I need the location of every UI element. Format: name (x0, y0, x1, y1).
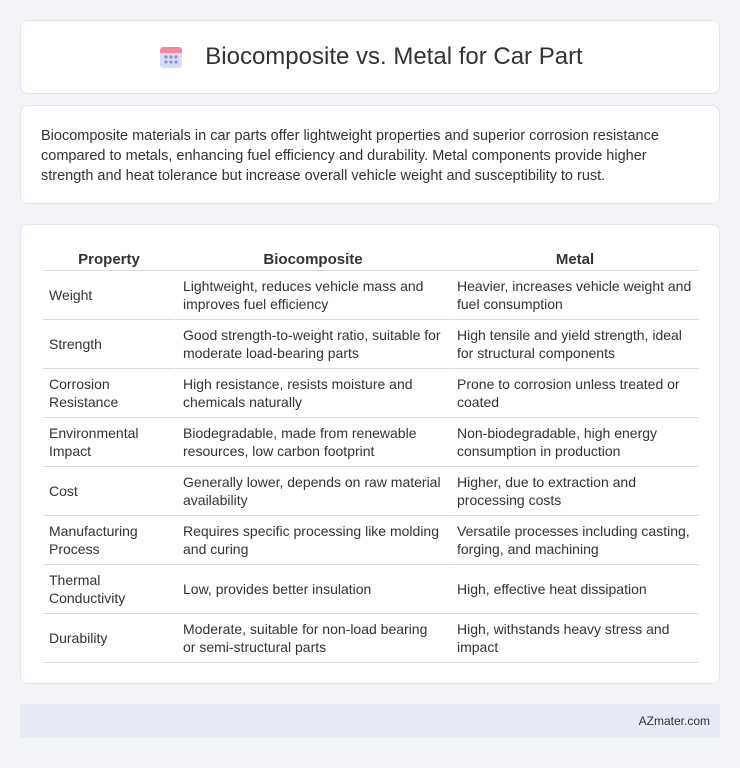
biocomposite-cell: Low, provides better insulation (175, 565, 449, 614)
comparison-table-card (20, 224, 720, 684)
table-row (43, 418, 699, 467)
header-property: Property (43, 245, 175, 271)
metal-cell: High, effective heat dissipation (449, 565, 699, 614)
property-cell: Strength (43, 320, 175, 369)
biocomposite-cell: Good strength-to-weight ratio, suitable for moderate load-bearing parts (175, 320, 449, 369)
metal-cell: Prone to corrosion unless treated or coated (449, 369, 699, 418)
metal-cell: Heavier, increases vehicle weight and fuel consumption (449, 271, 699, 320)
summary-text: Biocomposite materials in car parts offer lightweight properties and superior corrosion resistance compared to metals, enhancing fuel efficiency and durability. Metal components provide higher strength and heat tolerance but increase overall vehicle weight and susceptibility to rust. (41, 128, 659, 184)
property-cell: Thermal Conductivity (43, 565, 175, 614)
metal-cell: High, withstands heavy stress and impact (449, 614, 699, 663)
metal-cell: Non-biodegradable, high energy consumption in production (449, 418, 699, 467)
biocomposite-cell: Generally lower, depends on raw material availability (175, 467, 449, 516)
footer-bar (20, 704, 720, 738)
table-row (43, 614, 699, 663)
property-cell: Cost (43, 467, 175, 516)
table-row (43, 320, 699, 369)
property-cell: Corrosion Resistance (43, 369, 175, 418)
page-title: Biocomposite vs. Metal for Car Part (205, 43, 583, 70)
header-biocomposite: Biocomposite (175, 245, 449, 271)
biocomposite-cell: Requires specific processing like molding and curing (175, 516, 449, 565)
header-metal: Metal (449, 245, 699, 271)
summary-card (20, 105, 720, 204)
table-row (43, 467, 699, 516)
biocomposite-cell: Moderate, suitable for non-load bearing or semi-structural parts (175, 614, 449, 663)
property-cell: Durability (43, 614, 175, 663)
metal-cell: Higher, due to extraction and processing costs (449, 467, 699, 516)
table-row (43, 565, 699, 614)
table-row (43, 369, 699, 418)
table-row (43, 271, 699, 320)
property-cell: Weight (43, 271, 175, 320)
metal-cell: Versatile processes including casting, forging, and machining (449, 516, 699, 565)
footer-brand: AZmater.com (638, 714, 710, 728)
title-card (20, 20, 720, 94)
comparison-table (43, 245, 699, 663)
metal-cell: High tensile and yield strength, ideal for structural components (449, 320, 699, 369)
biocomposite-cell: High resistance, resists moisture and chemicals naturally (175, 369, 449, 418)
biocomposite-cell: Lightweight, reduces vehicle mass and improves fuel efficiency (175, 271, 449, 320)
table-row (43, 516, 699, 565)
property-cell: Manufacturing Process (43, 516, 175, 565)
biocomposite-cell: Biodegradable, made from renewable resources, low carbon footprint (175, 418, 449, 467)
property-cell: Environmental Impact (43, 418, 175, 467)
calendar-grid-icon (157, 43, 185, 71)
table-header-row (43, 245, 699, 271)
